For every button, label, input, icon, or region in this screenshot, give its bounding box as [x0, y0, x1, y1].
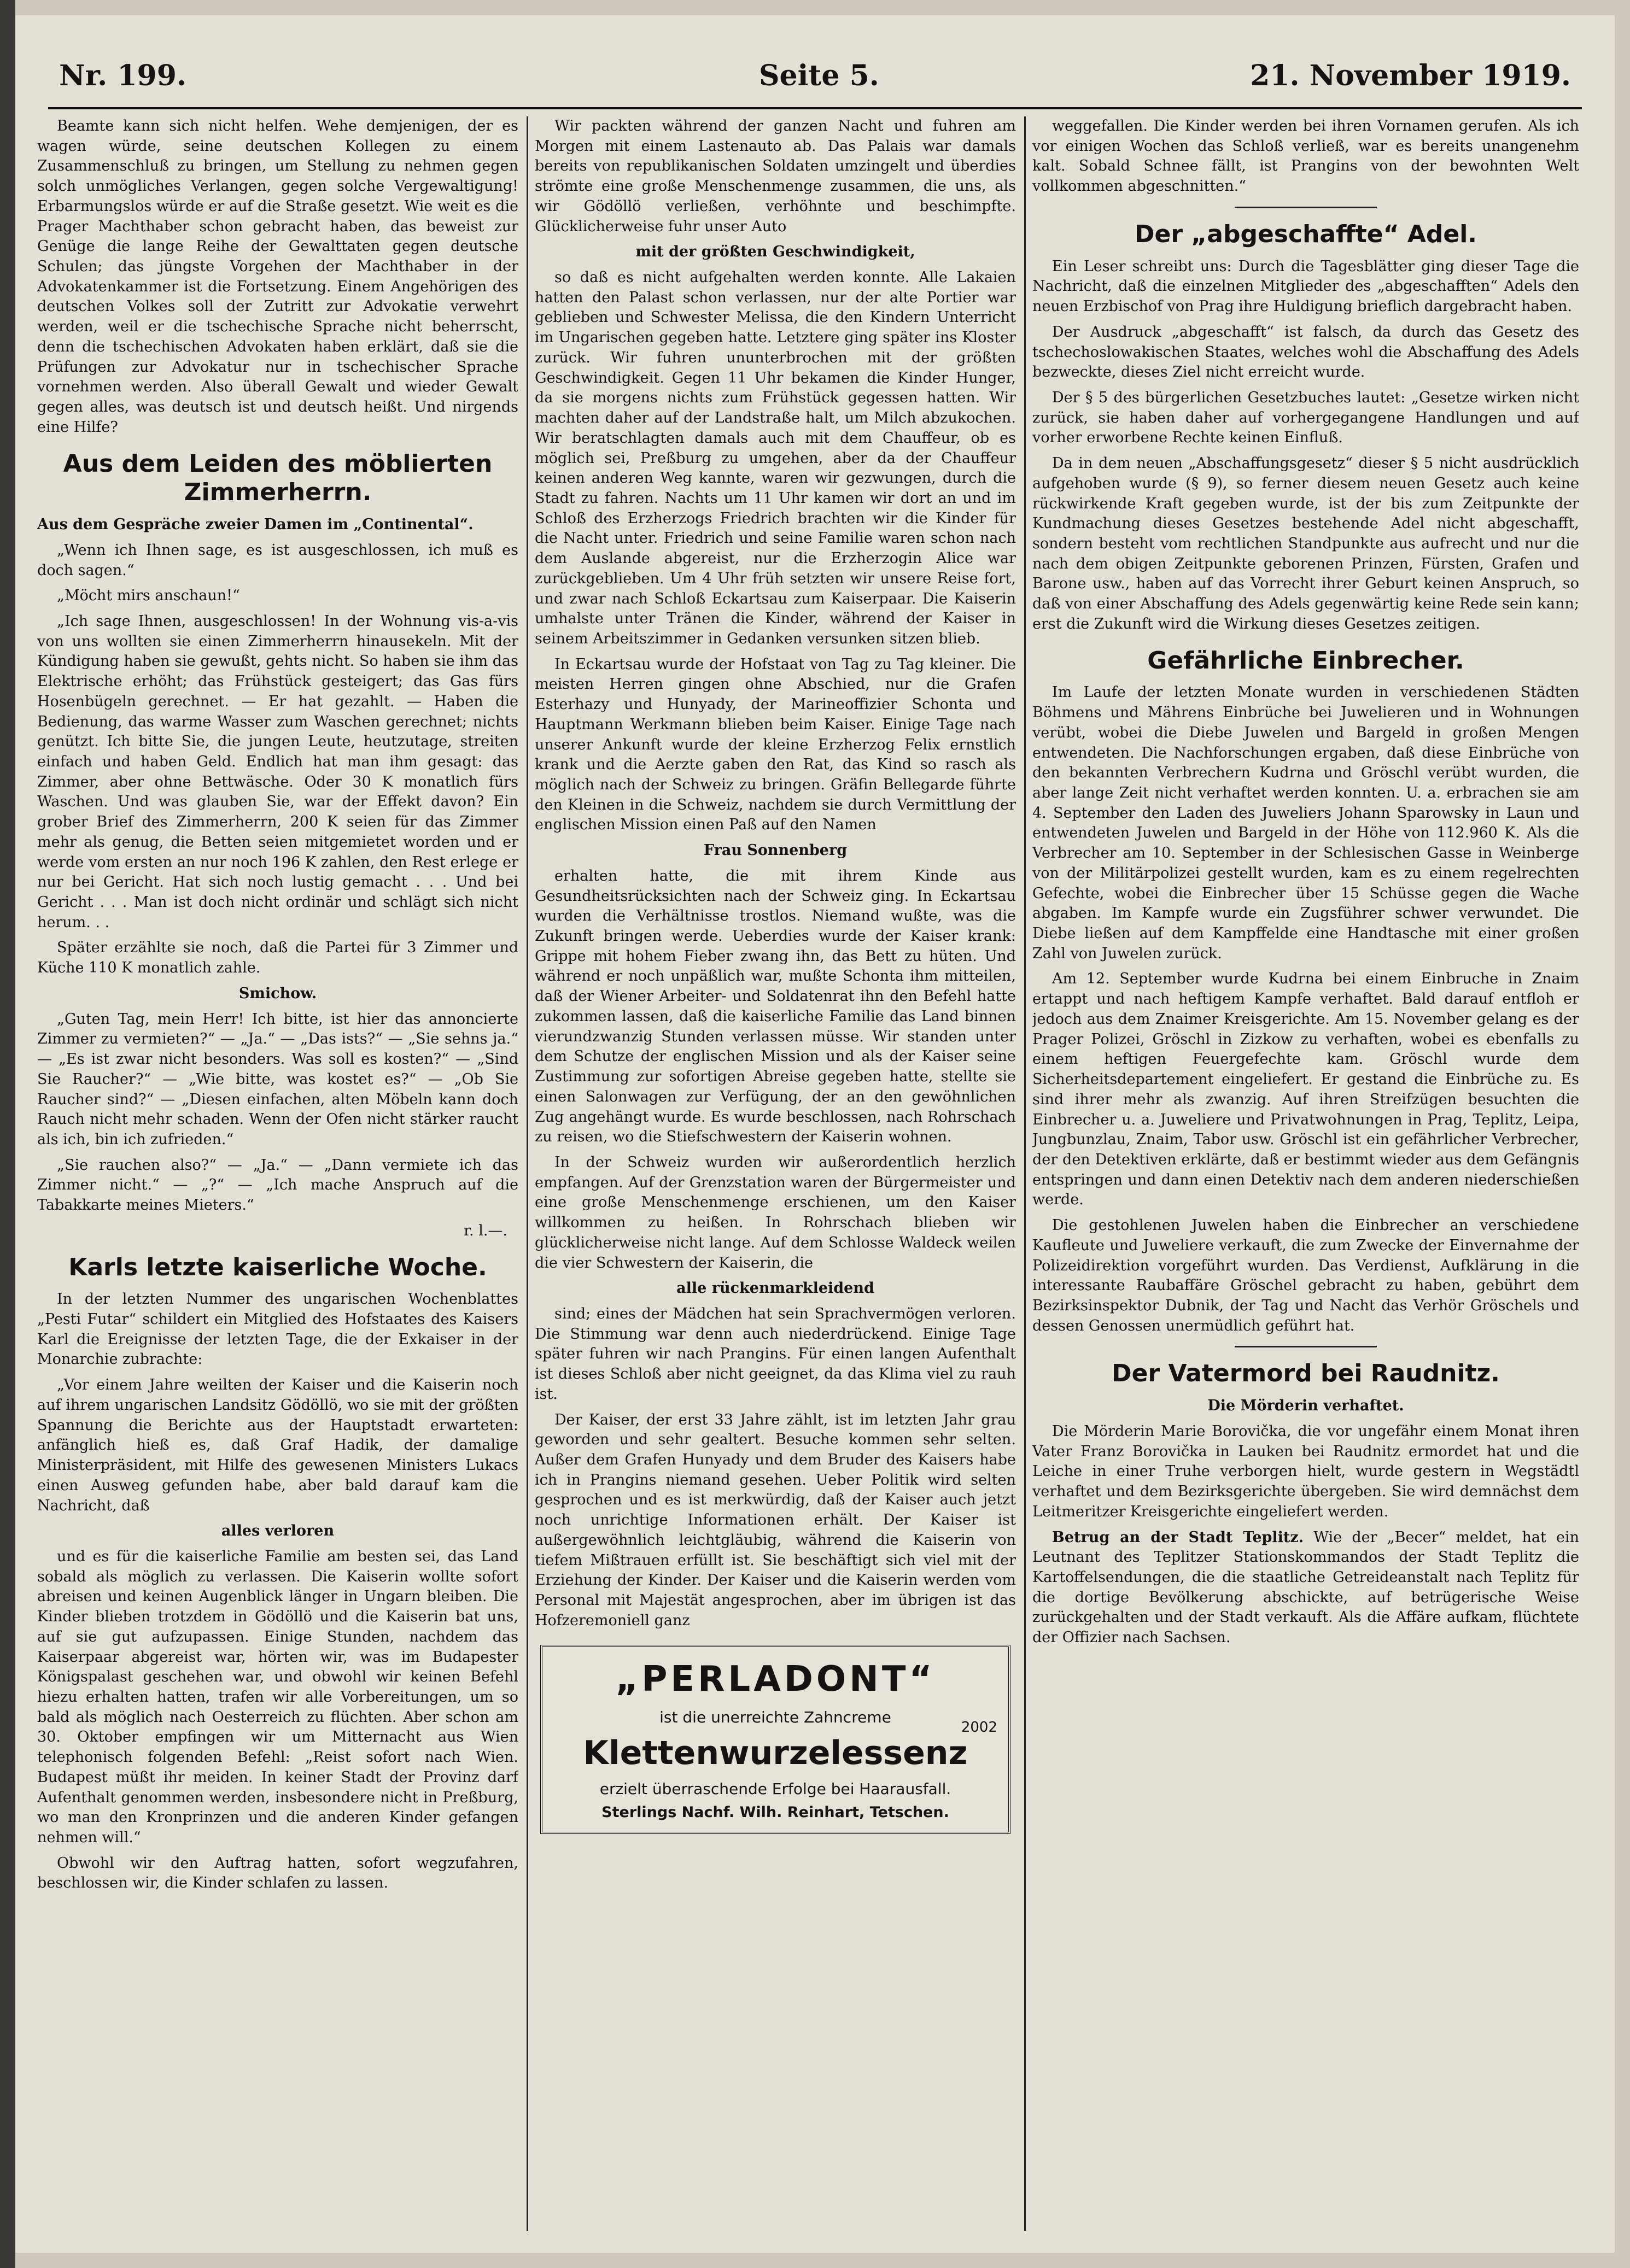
paragraph: „Guten Tag, mein Herr! Ich bitte, ist hier das annoncierte Zimmer zu vermieten?“ — „Ja.“ — „Das ists?“ — „Sie sehns ja.“ — „Es ist zwar nicht besonders. Was soll es kosten?“ — „Sind Sie Raucher?“ — „Wie bitte, was kostet es?“ — „Ob Sie Raucher sind?“ — „Diesen einfachen, alten Möbeln kann doch Rauch nicht mehr schaden. Wenn der Ofen nicht stärker raucht als ich, bin ich zufrieden.“ — [37, 1010, 518, 1148]
ad-brand: „PERLADONT“ — [615, 1659, 936, 1700]
news-item-lead: Betrug an der Stadt Teplitz. — [1052, 1528, 1304, 1546]
issue-date: 21. November 1919. — [1250, 59, 1571, 92]
section-subhead: alle rückenmarkleidend — [676, 1280, 874, 1297]
paragraph: Ein Leser schreibt uns: Durch die Tagesblätter ging dieser Tage die Nachricht, daß die einzelnen Mitglieder des „abgeschafften“ Adels den neuen Erzbischof von Prag ihre Huldigung brieflich dargebracht haben. — [1032, 257, 1579, 315]
paragraph: Im Laufe der letzten Monate wurden in verschiedenen Städten Böhmens und Mährens Einbrüche bei Juwelieren und in Wohnungen verübt, wobei die Diebe Juwelen und Bargeld in großen Mengen entwendeten. Die Nachforschungen ergaben, daß diese Einbrüche von den bekannten Verbrechern Kudrna und Gröschl verübt wurden, die aber lange Zeit nicht verhaftet werden konnten. U. a. erbrachen sie am 4. September den Laden des Juweliers Johann Sparowsky in Laun und entwendeten Juwelen und Bargeld in der Höhe von 112.960 K. Als die Verbrecher am 10. September in der Schlesischen Gasse in Weinberge von der Militärpolizei gestellt wurden, kam es zu einem regelrechten Gefechte, wobei die Einbrecher über 15 Schüsse gegen die Wache abgaben. Im Kampfe wurde ein Zugsführer schwer verwundet. Die Diebe ließen auf dem Kampffelde eine Handtasche mit einer großen Zahl von Juwelen zurück. — [1032, 684, 1579, 962]
paragraph: so daß es nicht aufgehalten werden konnte. Alle Lakaien hatten den Palast schon verlassen, nur der alte Portier war geblieben und Schwester Melissa, die den Kindern Unterricht im Ungarischen gegeben hatte. Letztere ging später ins Kloster zurück. Wir fuhren ununterbrochen mit der größten Geschwindigkeit. Gegen 11 Uhr bekamen die Kinder Hunger, da sie morgens nichts zum Frühstück gegessen hatten. Wir machten daher auf der Landstraße halt, um Milch abzukochen. Wir beratschlagten damals auch mit dem Chauffeur, ob es möglich sei, Preßburg zu umgehen, aber da der Chauffeur keinen anderen Weg kannte, waren wir gezwungen, durch die Stadt zu fahren. Nachts um 11 Uhr kamen wir dort an und im Schloß des Erzherzogs Friedrich brachten wir die Kinder für die Nacht unter. Friedrich und seine Familie waren schon nach dem Auslande abgereist, nur die Erzherzogin Alice war zurückgeblieben. Um 4 Uhr früh setzten wir unsere Reise fort, und zwar nach Schloß Eckartsau zum Kaiserpaar. Die Kaiserin umhalste unter Tränen die Kinder, während der Kaiser in seinem Arbeitszimmer in Gedanken versunken sitzen blieb. — [535, 269, 1016, 647]
paragraph: Später erzählte sie noch, daß die Partei für 3 Zimmer und Küche 110 K monatlich zahle. — [37, 939, 518, 977]
paragraph: Am 12. September wurde Kudrna bei einem Einbruche in Znaim ertappt und nach heftigem Kampfe verhaftet. Bald darauf entfloh er jedoch aus dem Znaimer Kreisgerichte. Am 15. November gelang es der Prager Polizei, Gröschl in Zizkow zu verhaften, wobei es ebenfalls zu einem heftigen Feuergefechte kam. Gröschl wurde dem Sicherheitsdepartement eingeliefert. Er gestand die Einbrüche zu. Es sind ihrer mehr als zwanzig. Auf ihren Streifzügen besuchten die Einbrecher u. a. Juweliere und Privatwohnungen in Prag, Teplitz, Leipa, Jungbunzlau, Znaim, Tabor usw. Gröschl ist ein gefährlicher Verbrecher, der den Detektiven erklärte, daß er bestimmt wieder aus dem Gefängnis entspringen und dann einen Detektiv nach dem anderen niederschießen werde. — [1032, 970, 1579, 1209]
article-title: Aus dem Leiden des möblierten Zimmerherrn. — [63, 449, 493, 507]
continued-paragraph: weggefallen. Die Kinder werden bei ihren Vornamen gerufen. Als ich vor einigen Wochen das Schloß verließ, war es bereits unangenehm kalt. Sobald Schnee fällt, ist Prangins von der bewohnten Welt vollkommen abgeschnitten.“ — [1032, 118, 1579, 195]
advertisement-box — [540, 1645, 1010, 1834]
article-subtitle: Die Mörderin verhaftet. — [1207, 1397, 1404, 1415]
section-subhead: alles verloren — [221, 1522, 335, 1540]
paragraph: Der Ausdruck „abgeschafft“ ist falsch, da durch das Gesetz des tschechoslowakischen Staates, welches wohl die Abschaffung des Adels bezweckte, dieses Ziel nicht erreicht wurde. — [1032, 323, 1579, 381]
section-subhead: Smichow. — [238, 984, 317, 1002]
section-subhead: mit der größten Geschwindigkeit, — [635, 243, 915, 261]
page-header — [59, 37, 1571, 103]
paragraph: „Wenn ich Ihnen sage, es ist ausgeschlossen, ich muß es doch sagen.“ — [37, 541, 518, 579]
author-signature: r. l.—. — [464, 1222, 507, 1239]
paragraph: Die Mörderin Marie Borovička, die vor ungefähr einem Monat ihren Vater Franz Borovička in Lauken bei Raudnitz ermordet hat und die Leiche in einer Truhe verborgen hielt, wurde gestern in Wegstädtl verhaftet und dem Bezirksgerichte übergeben. Sie wird demnächst dem Leitmeritzer Kreisgerichte eingeliefert werden. — [1032, 1422, 1579, 1520]
news-item — [1032, 1528, 1579, 1648]
article-title: Der „abgeschaffte“ Adel. — [1134, 220, 1477, 248]
ad-firm: Sterlings Nachf. Wilh. Reinhart, Tetschen. — [601, 1804, 949, 1821]
paragraph: „Vor einem Jahre weilten der Kaiser und die Kaiserin noch auf ihrem ungarischen Landsitz Gödöllö, wo sie mit der größten Spannung die Berichte aus der Hauptstadt erwarteten: anfänglich hieß es, daß Graf Hadik, der damalige Ministerpräsident, mit Hilfe des gewesenen Ministers Lukacs einen Ausweg gefunden habe, aber bald darauf kam die Nachricht, daß — [37, 1376, 518, 1514]
paragraph: sind; eines der Mädchen hat sein Sprachvermögen verloren. Die Stimmung war denn auch niederdrückend. Einige Tage später fuhren wir nach Prangins. Für einen langen Aufenthalt ist dieses Schloß aber nicht geeignet, da das Klima viel zu rauh ist. — [535, 1305, 1016, 1403]
paragraph: „Möcht mirs anschaun!“ — [57, 587, 240, 605]
paragraph: erhalten hatte, die mit ihrem Kinde aus Gesundheitsrücksichten nach der Schweiz ging. In Eckartsau wurden die Verhältnisse trostlos. Niemand wußte, was die Zukunft bringen werde. Ueberdies wurde der Kaiser krank: Grippe mit hohem Fieber zwang ihn, das Bett zu hüten. Und während er noch unpäßlich war, mußte Schonta ihm mitteilen, daß der Wiener Arbeiter- und Soldatenrat ihn den Befehl hatte zukommen lassen, daß die kaiserliche Familie das Land binnen vierundzwanzig Stunden verlassen müsse. Wir standen unter dem Schutze der englischen Mission und als der Kaiser seine Zustimmung zur sofortigen Abreise gegeben hatte, stellte sie einen Salonwagen zur Verfügung, der an den gewöhnlichen Zug angehängt wurde. Es wurde beschlossen, nach Rohrschach zu reisen, wo die Stiefschwestern der Kaiserin wohnen. — [535, 867, 1016, 1146]
paragraph: „Ich sage Ihnen, ausgeschlossen! In der Wohnung vis-a-vis von uns wollten sie einen Zimmerherrn hinausekeln. Mit der Kündigung haben sie gewußt, gehts nicht. So haben sie ihm das Elektrische erhöht; das Frühstück gesteigert; das Gas fürs Hosenbügeln gerechnet. — Er hat gezahlt. — Haben die Bedienung, das warme Wasser zum Waschen gerechnet; nichts genützt. Ich bitte Sie, die jungen Leute, heutzutage, streiten einfach und haben Geld. Endlich hat man ihm gesagt: das Zimmer, aber ohne Bettwäsche. Oder 30 K monatlich fürs Waschen. Und was glauben Sie, war der Effekt davon? Ein grober Brief des Zimmerherrn, 200 K seien für das Zimmer mehr als genug, die Betten seien mitgemietet worden und er werde vom ersten an nur noch 196 K zahlen, den Rest erlege er nur bei Gericht. Hat sich noch lustig gemacht . . . Und bei Gericht . . . Man ist doch nicht ordinär und schlägt sich nicht herum. . . — [37, 612, 518, 931]
news-item-text: Wie der „Becer“ meldet, hat ein Leutnant des Teplitzer Stationskommandos der Stadt Teplitz die Kartoffelsendungen, die die staatliche Getreideanstalt nach Teplitz für die dortige Bevölkerung abschickte, auf betrügerische Weise zurückgehalten und der Stadt verkauft. Als die Affäre aufkam, flüchtete der Offizier nach Sachsen. — [1032, 1528, 1579, 1646]
issue-number: Nr. 199. — [59, 59, 187, 92]
column-rule — [1024, 116, 1026, 2231]
continued-paragraph: Beamte kann sich nicht helfen. Wehe demjenigen, der es wagen würde, seine deutschen Kollegen zu einem Zusammenschluß zu bringen, um Stellung zu nehmen gegen solch unmögliches Verlangen, gegen solche Vergewaltigung! Erbarmungslos würde er auf die Straße gesetzt. Wie weit es die Prager Machthaber schon gebracht haben, das beweist zur Genüge die lange Reihe der Gewalttaten gegen deutsche Schulen; das jüngste Vorgehen der Machthaber in der Advokatenkammer ist die Fortsetzung. Einem Angehörigen des deutschen Volkes soll der Zutritt zur Advokatie verwehrt werden, weil er die tschechische Sprache nicht beherrscht, denn die tschechischen Advokaten haben erklärt, daß sie die Prüfungen zur Advokatur nur in tschechischer Sprache vornehmen werden. Also überall Gewalt und wieder Gewalt gegen alles, was deutsch ist und deutsch heißt. Und nirgends eine Hilfe? — [37, 118, 518, 436]
article-title: Der Vatermord bei Raudnitz. — [1112, 1359, 1500, 1388]
paragraph: Obwohl wir den Auftrag hatten, sofort wegzufahren, beschlossen wir, die Kinder schlafen zu lassen. — [37, 1854, 518, 1892]
paragraph: In der Schweiz wurden wir außerordentlich herzlich empfangen. Auf der Grenzstation waren der Bürgermeister und eine große Menschenmenge erschienen, um den Kaiser willkommen zu heißen. In Rohrschach blieben wir glücklicherweise nicht lange. Auf dem Schlosse Waldeck weilen die vier Schwestern der Kaiserin, die — [535, 1153, 1016, 1271]
paragraph: Da in dem neuen „Abschaffungsgesetz“ dieser § 5 nicht ausdrücklich aufgehoben wurde (§ 9), so ferner diesem neuen Gesetz auch keine rückwirkende Kraft gegeben wurde, ist der bis zum Zeitpunkte der Kundmachung dieses Gesetzes bestehende Adel nicht abgeschafft, sondern besteht vom rechtlichen Standpunkte aus aufrecht und nur die nach dem obigen Zeitpunkte geborenen Prinzen, Fürsten, Grafen und Barone usw., haben auf das Vorrecht ihrer Geburt keinen Anspruch, so daß von einer Abschaffung des Adels gegenwärtig keine Rede sein kann; erst die Zukunft wird die Wirkung dieses Gesetzes zeitigen. — [1032, 455, 1579, 632]
paragraph: Der Kaiser, der erst 33 Jahre zählt, ist im letzten Jahr grau geworden und sehr gealtert. Besuche kommen sehr selten. Außer dem Grafen Hunyady und dem Bruder des Kaisers habe ich in Prangins niemand gesehen. Ueber Politik wird selten gesprochen und es ist merkwürdig, daß der Kaiser auch jetzt noch unrichtige Informationen erhält. Der Kaiser ist außergewöhnlich leichtgläubig, während die Kaiserin von tiefem Mißtrauen erfüllt ist. Sie beschäftigt sich viel mit der Erziehung der Kinder. Der Kaiser und die Kaiserin werden vom Personal mit Majestät angesprochen, aber im übrigen ist das Hofzeremoniell ganz — [535, 1411, 1016, 1629]
article-title: Gefährliche Einbrecher. — [1147, 646, 1464, 675]
article-byline: Aus dem Gespräche zweier Damen im „Continental“. — [37, 516, 474, 534]
newspaper-page — [15, 15, 1615, 2253]
column-rule — [527, 116, 528, 2231]
ad-code: 2002 — [961, 1719, 997, 1736]
column-1 — [37, 116, 518, 2253]
paragraph: Wir packten während der ganzen Nacht und fuhren am Morgen mit einem Lastenauto ab. Das Palais war damals bereits von republikanischen Soldaten umzingelt und überdies strömte eine große Menschenmenge zusammen, die uns, als wir Gödöllö verließen, verhöhnte und beschimpfte. Glücklicherweise fuhr unser Auto — [535, 118, 1016, 235]
page-number: Seite 5. — [759, 59, 879, 92]
paragraph: Der § 5 des bürgerlichen Gesetzbuches lautet: „Gesetze wirken nicht zurück, sie haben daher auf vorhergegangene Handlungen und auf vorher erworbene Rechte keinen Einfluß. — [1032, 389, 1579, 447]
paragraph: In der letzten Nummer des ungarischen Wochenblattes „Pesti Futar“ schildert ein Mitglied des Hofstaates des Kaisers Karl die Ereignisse der letzten Tage, die der Exkaiser in der Monarchie zubrachte: — [37, 1291, 518, 1368]
header-rule — [48, 107, 1582, 109]
ad-tagline: ist die unerreichte Zahncreme — [659, 1708, 891, 1726]
ad-product: Klettenwurzelessenz — [583, 1733, 968, 1772]
ad-claim: erzielt überraschende Erfolge bei Haarausfall. — [599, 1780, 951, 1798]
paragraph: und es für die kaiserliche Familie am besten sei, das Land sobald als möglich zu verlassen. Die Kaiserin wollte sofort abreisen und keinen Augenblick länger in Ungarn bleiben. Die Kinder blieben trotzdem in Gödöllö und die Kaiserin bat uns, auf sie gut aufzupassen. Einige Stunden, nachdem das Kaiserpaar abgereist war, hörten wir, was im Budapester Königspalast geschehen war, und obwohl wir keinen Befehl hiezu erhalten hatten, trafen wir alle Vorbereitungen, um so bald als möglich nach Oesterreich zu flüchten. Aber schon am 30. Oktober empfingen wir um Mitternacht aus Wien telephonisch folgenden Befehl: „Reist sofort nach Wien. Budapest müßt ihr meiden. In keiner Stadt der Provinz darf Aufenthalt genommen werden, insbesondere nicht in Preßburg, wo man den Kronprinzen und die anderen Kinder gefangen nehmen will.“ — [37, 1548, 518, 1847]
paragraph: In Eckartsau wurde der Hofstaat von Tag zu Tag kleiner. Die meisten Herren gingen ohne Abschied, nur die Grafen Esterhazy und Hunyady, der Marineoffizier Schonta und Hauptmann Werkmann blieben beim Kaiser. Einige Tage nach unserer Ankunft wurde der kleine Erzherzog Felix ernstlich krank und die Aerzte gaben den Rat, das Kind so rasch als möglich nach der Schweiz zu bringen. Gräfin Bellegarde führte den Kleinen in die Schweiz, nachdem sie durch Vermittlung der englischen Mission einen Paß auf den Namen — [535, 655, 1016, 834]
article-separator — [1235, 1346, 1377, 1347]
article-separator — [1235, 207, 1377, 208]
column-2 — [535, 116, 1016, 2253]
paragraph: „Sie rauchen also?“ — „Ja.“ — „Dann vermiete ich das Zimmer nicht.“ — „?“ — „Ich mache Anspruch auf die Tabakkarte meines Mieters.“ — [37, 1156, 518, 1214]
section-subhead: Frau Sonnenberg — [703, 842, 848, 859]
binding-edge — [0, 0, 15, 2268]
paragraph: Die gestohlenen Juwelen haben die Einbrecher an verschiedene Kaufleute und Juweliere verkauft, die zum Zwecke der Einvernahme der Polizeidirektion vorgeführt wurden. Das Verdienst, Aufklärung in die interessante Raubaffäre Gröschel gebracht zu haben, gebührt dem Bezirksinspektor Dubnik, der Tag und Nacht das Verhör Gröschels und dessen Genossen unermüdlich geführt hat. — [1032, 1217, 1579, 1334]
column-3 — [1032, 116, 1579, 2253]
article-title: Karls letzte kaiserliche Woche. — [68, 1253, 487, 1281]
